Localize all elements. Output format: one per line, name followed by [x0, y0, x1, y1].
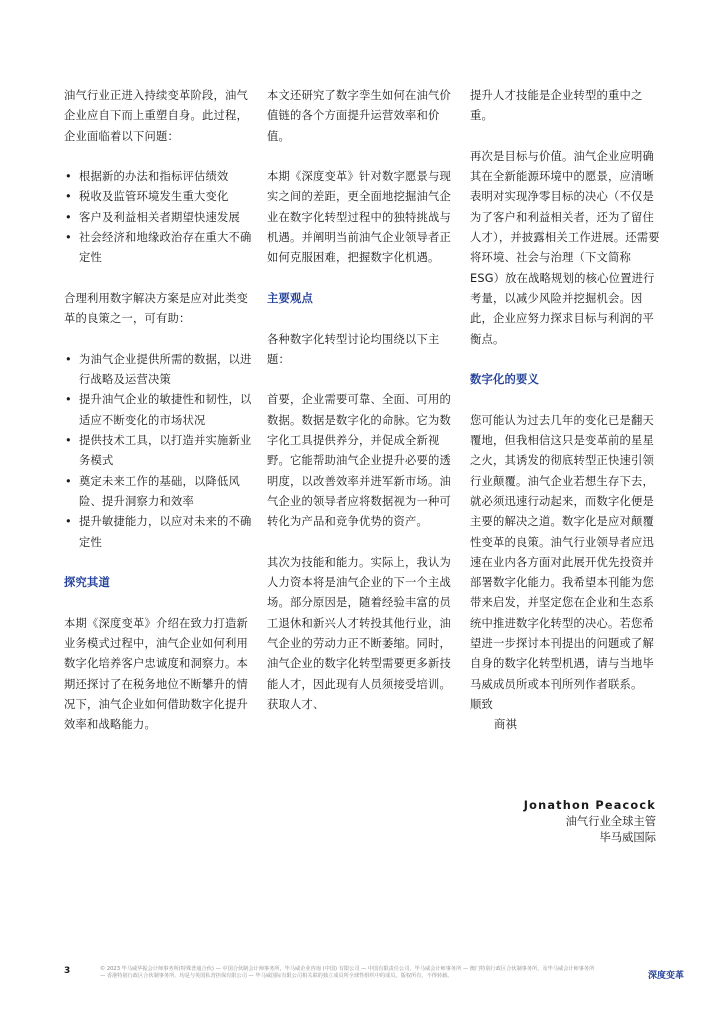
section-heading-explore: 探究其道 — [64, 576, 110, 590]
benefits-list — [64, 350, 254, 553]
body-paragraph: 再次是目标与价值。油气企业应明确其在全新能源环境中的愿景，应清晰表明对实现净零目标的决心（不仅是为了客户和利益相关者，还为了留住人才），并披露相关工作进展。还需要将环境、社会与治理（下文简称ESG）放在战略规划的核心位置进行考量，以减少风险并挖掘机会。因此，企业应努力探求目标与利润的平衡点。 — [470, 149, 660, 346]
list-item: • 提升敏捷能力，以应对未来的不确定性 — [64, 512, 254, 553]
signature-block — [524, 798, 656, 846]
closing-line: 顺致 — [470, 697, 493, 711]
signer-name: Jonathon Peacock — [523, 799, 656, 812]
section-heading-digital-essence: 数字化的要义 — [470, 373, 539, 387]
column-3 — [470, 86, 660, 736]
list-item: • 社会经济和地缘政治存在重大不确定性 — [64, 228, 254, 269]
list-item: • 客户及利益相关者期望快速发展 — [64, 208, 254, 228]
body-paragraph: 本文还研究了数字孪生如何在油气价值链的各个方面提升运营效率和价值。 — [267, 89, 451, 143]
body-paragraph: 本期《深度变革》介绍在致力打造新业务模式过程中，油气企业如何利用数字化培养客户忠诚度和洞察力。本期还探讨了在税务地位不断攀升的情况下，油气企业如何借助数字化提升效率和战略能力。 — [64, 616, 248, 732]
body-paragraph: 其次为技能和能力。实际上，我认为人力资本将是油气企业的下一个主战场。部分原因是，随着经验丰富的员工退休和新兴人才转投其他行业，油气企业的劳动力正不断萎缩。同时，油气企业的数字化转型需要更多新技能人才，因此现有人员须接受培训。获取人才、 — [267, 555, 451, 711]
copyright-notice: © 2023 毕马威华振会计师事务所(特殊普通合伙) — 中国合伙制会计师事务所，毕马威企业咨询 (中国) 有限公司 — 中国有限责任公司，毕马威会计师事务所 — 澳门特别行政区合伙制事务所，及毕马威会计师事务所 — 香港特别行政区合伙制事务所，均是与英国私营担保有限公司 — 毕马威国际有限公司相关联的独立成员所全球性组织中的成员。版权所有，不得转载。 — [100, 966, 595, 979]
body-paragraph: 首要，企业需要可靠、全面、可用的数据。数据是数字化的命脉。它为数字化工具提供养分，并促成全新视野。它能帮助油气企业提升必要的透明度，以改善效率并进军新市场。油气企业的领导者应将数据视为一种可转化为产品和竞争优势的资产。 — [267, 393, 451, 529]
publication-name: 深度变革 — [647, 971, 684, 981]
column-1 — [64, 86, 254, 756]
section-heading-key-insights: 主要观点 — [267, 291, 313, 305]
list-item: • 奠定未来工作的基础，以降低风险、提升洞察力和效率 — [64, 472, 254, 513]
column-2 — [267, 86, 457, 736]
page-number: 3 — [64, 966, 71, 976]
list-item: • 提升油气企业的敏捷性和韧性，以适应不断变化的市场状况 — [64, 390, 254, 431]
list-item: • 根据新的办法和指标评估绩效 — [64, 167, 254, 187]
page-footer — [0, 966, 724, 1006]
regards-line: 商祺 — [494, 718, 517, 732]
list-item: • 为油气企业提供所需的数据，以进行战略及运营决策 — [64, 350, 254, 391]
signer-organization: 毕马威国际 — [599, 831, 656, 844]
body-paragraph: 各种数字化转型讨论均围绕以下主题： — [267, 332, 440, 366]
solution-intro-paragraph: 合理利用数字解决方案是应对此类变革的良策之一，可有助： — [64, 291, 248, 326]
intro-paragraph: 油气行业正进入持续变革阶段，油气企业应自下而上重塑自身。此过程，企业面临着以下问题： — [64, 89, 248, 143]
signer-title: 油气行业全球主管 — [565, 815, 656, 828]
body-paragraph: 本期《深度变革》针对数字愿景与现实之间的差距，更全面地挖掘油气企业在数字化转型过程中的独特挑战与机遇。并阐明当前油气企业领导者正如何克服困难，把握数字化机遇。 — [267, 170, 451, 265]
body-paragraph: 提升人才技能是企业转型的重中之重。 — [470, 89, 643, 123]
list-item: • 提供技术工具，以打造并实施新业务模式 — [64, 431, 254, 472]
issues-list — [64, 167, 254, 268]
body-paragraph: 您可能认为过去几年的变化已是翻天覆地，但我相信这只是变革前的星星之火，其诱发的彻底转型正快速引领行业颠覆。油气企业若想生存下去，就必须迅速行动起来，而数字化便是主要的解决之道。数字化是应对颠覆性变革的良策。油气行业领导者应迅速在业内各方面对此展开优先投资并部署数字化能力。我希望本刊能为您带来启发，并坚定您在企业和生态系统中推进数字化转型的决心。若您希望进一步探讨本刊提出的问题或了解自身的数字化转型机遇，请与当地毕马威成员所或本刊所列作者联系。 — [470, 413, 654, 691]
list-item: • 税收及监管环境发生重大变化 — [64, 187, 254, 207]
